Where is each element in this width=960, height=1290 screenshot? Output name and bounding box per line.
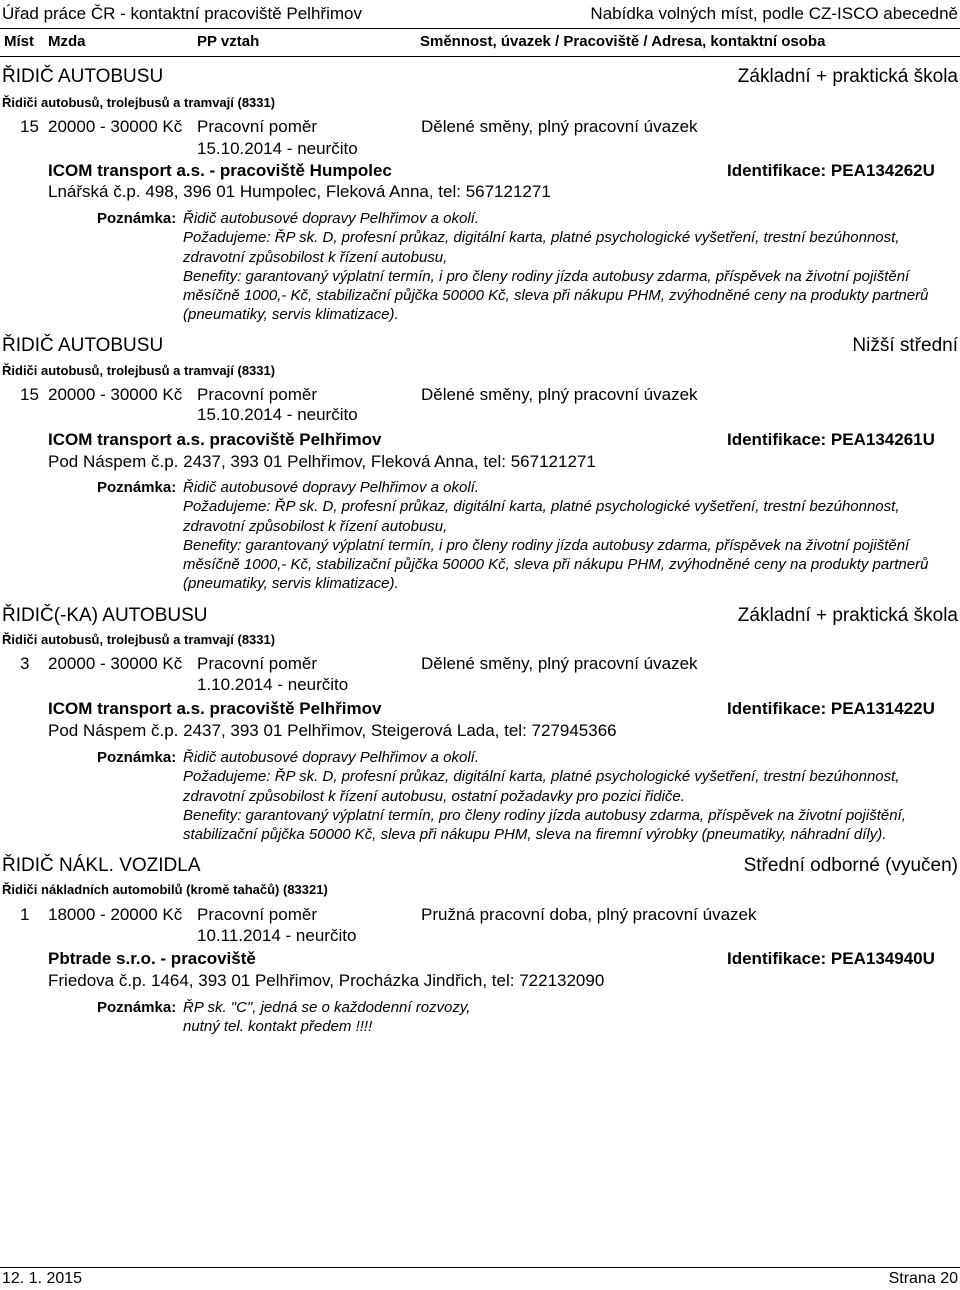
note-label: Poznámka: xyxy=(97,210,177,227)
identification-code: Identifikace: PEA134262U xyxy=(727,161,935,180)
column-smennost: Směnnost, úvazek / Pracoviště / Adresa, kontaktní osoba xyxy=(420,33,826,50)
note-label: Poznámka: xyxy=(97,749,177,766)
employer-address: Pod Náspem č.p. 2437, 393 01 Pelhřimov, Steigerová Lada, tel: 727945366 xyxy=(48,721,617,740)
footer-divider xyxy=(0,1267,960,1268)
vacancy-count: 15 xyxy=(20,385,39,404)
identification-code: Identifikace: PEA134261U xyxy=(727,430,935,449)
identification-code: Identifikace: PEA134940U xyxy=(727,949,935,968)
column-header-divider xyxy=(0,56,960,57)
employer-name: ICOM transport a.s. - pracoviště Humpolec xyxy=(48,161,392,180)
note-label: Poznámka: xyxy=(97,479,177,496)
isco-category: Řidiči autobusů, trolejbusů a tramvají (8331) xyxy=(2,632,276,647)
header-report-title: Nabídka volných míst, podle CZ-ISCO abecedně xyxy=(590,4,958,23)
employer-name: ICOM transport a.s. pracoviště Pelhřimov xyxy=(48,699,382,718)
salary-range: 20000 - 30000 Kč xyxy=(48,117,183,136)
identification-code: Identifikace: PEA131422U xyxy=(727,699,935,718)
shift-type: Dělené směny, plný pracovní úvazek xyxy=(421,385,698,404)
job-note: Řidič autobusové dopravy Pelhřimov a okolí. Požadujeme: ŘP sk. D, profesní průkaz, digitální karta, platné psychologické vyšetření, trestní bezúhonnost, zdravotní způsobilost k řízení autobusu, Benefity: garantovaný výplatní termín, i pro členy rodiny jízda autobusy zdarma, příspěvek na životní pojištění měsíčně 1000,- Kč, stabilizační půjčka 50000 Kč, sleva při nákupu PHM, zvýhodněné ceny na produkty partnerů (pneumatiky, servis klimatizace). xyxy=(183,210,929,324)
validity-dates: 15.10.2014 - neurčito xyxy=(197,405,358,424)
header-office: Úřad práce ČR - kontaktní pracoviště Pelhřimov xyxy=(2,4,362,23)
employer-address: Pod Náspem č.p. 2437, 393 01 Pelhřimov, Fleková Anna, tel: 567121271 xyxy=(48,452,596,471)
shift-type: Dělené směny, plný pracovní úvazek xyxy=(421,654,698,673)
employment-relation: Pracovní poměr xyxy=(197,117,317,136)
job-title: ŘIDIČ NÁKL. VOZIDLA xyxy=(2,855,201,876)
employment-relation: Pracovní poměr xyxy=(197,905,317,924)
vacancy-count: 3 xyxy=(20,654,30,673)
validity-dates: 15.10.2014 - neurčito xyxy=(197,139,358,158)
column-mzda: Mzda xyxy=(48,33,86,50)
shift-type: Dělené směny, plný pracovní úvazek xyxy=(421,117,698,136)
education-level: Základní + praktická škola xyxy=(737,66,958,87)
education-level: Základní + praktická škola xyxy=(737,605,958,626)
footer-page-number: Strana 20 xyxy=(888,1270,958,1287)
isco-category: Řidiči autobusů, trolejbusů a tramvají (8331) xyxy=(2,363,276,378)
job-note: Řidič autobusové dopravy Pelhřimov a okolí. Požadujeme: ŘP sk. D, profesní průkaz, digitální karta, platné psychologické vyšetření, trestní bezúhonnost, zdravotní způsobilost k řízení autobusu, Benefity: garantovaný výplatní termín, i pro členy rodiny jízda autobusy zdarma, příspěvek na životní pojištění měsíčně 1000,- Kč, stabilizační půjčka 50000 Kč, sleva při nákupu PHM, zvýhodněné ceny na produkty partnerů (pneumatiky, servis klimatizace). xyxy=(183,479,929,593)
job-title: ŘIDIČ AUTOBUSU xyxy=(2,335,164,356)
employer-address: Lnářská č.p. 498, 396 01 Humpolec, Fleková Anna, tel: 567121271 xyxy=(48,182,551,201)
vacancy-count: 1 xyxy=(20,905,30,924)
job-title: ŘIDIČ(-KA) AUTOBUSU xyxy=(2,605,208,626)
isco-category: Řidiči nákladních automobilů (kromě tahačů) (83321) xyxy=(2,882,328,897)
employer-address: Friedova č.p. 1464, 393 01 Pelhřimov, Procházka Jindřich, tel: 722132090 xyxy=(48,971,605,990)
isco-category: Řidiči autobusů, trolejbusů a tramvají (8331) xyxy=(2,95,276,110)
validity-dates: 10.11.2014 - neurčito xyxy=(197,926,357,945)
job-note: Řidič autobusové dopravy Pelhřimov a okolí. Požadujeme: ŘP sk. D, profesní průkaz, digitální karta, platné psychologické vyšetření, trestní bezúhonnost, zdravotní způsobilost k řízení autobusu, ostatní požadavky pro pozici řidiče. Benefity: garantovaný výplatní termín, pro členy rodiny jízda autobusy zdarma, příspěvek na životní pojištění, stabilizační půjčka 50000 Kč, sleva při nákupu PHM, sleva na firemní výrobky (pneumatiky, náhradní díly). xyxy=(183,749,906,844)
header-divider xyxy=(0,28,960,29)
education-level: Nižší střední xyxy=(852,335,958,356)
vacancy-count: 15 xyxy=(20,117,39,136)
job-note: ŘP sk. "C", jedná se o každodenní rozvozy, nutný tel. kontakt předem !!!! xyxy=(183,999,471,1036)
shift-type: Pružná pracovní doba, plný pracovní úvazek xyxy=(421,905,757,924)
validity-dates: 1.10.2014 - neurčito xyxy=(197,675,349,694)
salary-range: 18000 - 20000 Kč xyxy=(48,905,183,924)
column-pp-vztah: PP vztah xyxy=(197,33,260,50)
education-level: Střední odborné (vyučen) xyxy=(743,855,958,876)
column-mist: Míst xyxy=(4,33,34,50)
employment-relation: Pracovní poměr xyxy=(197,654,317,673)
employer-name: Pbtrade s.r.o. - pracoviště xyxy=(48,949,256,968)
footer-date: 12. 1. 2015 xyxy=(2,1270,83,1287)
employment-relation: Pracovní poměr xyxy=(197,385,317,404)
employer-name: ICOM transport a.s. pracoviště Pelhřimov xyxy=(48,430,382,449)
salary-range: 20000 - 30000 Kč xyxy=(48,385,183,404)
salary-range: 20000 - 30000 Kč xyxy=(48,654,183,673)
job-title: ŘIDIČ AUTOBUSU xyxy=(2,66,164,87)
note-label: Poznámka: xyxy=(97,999,177,1016)
